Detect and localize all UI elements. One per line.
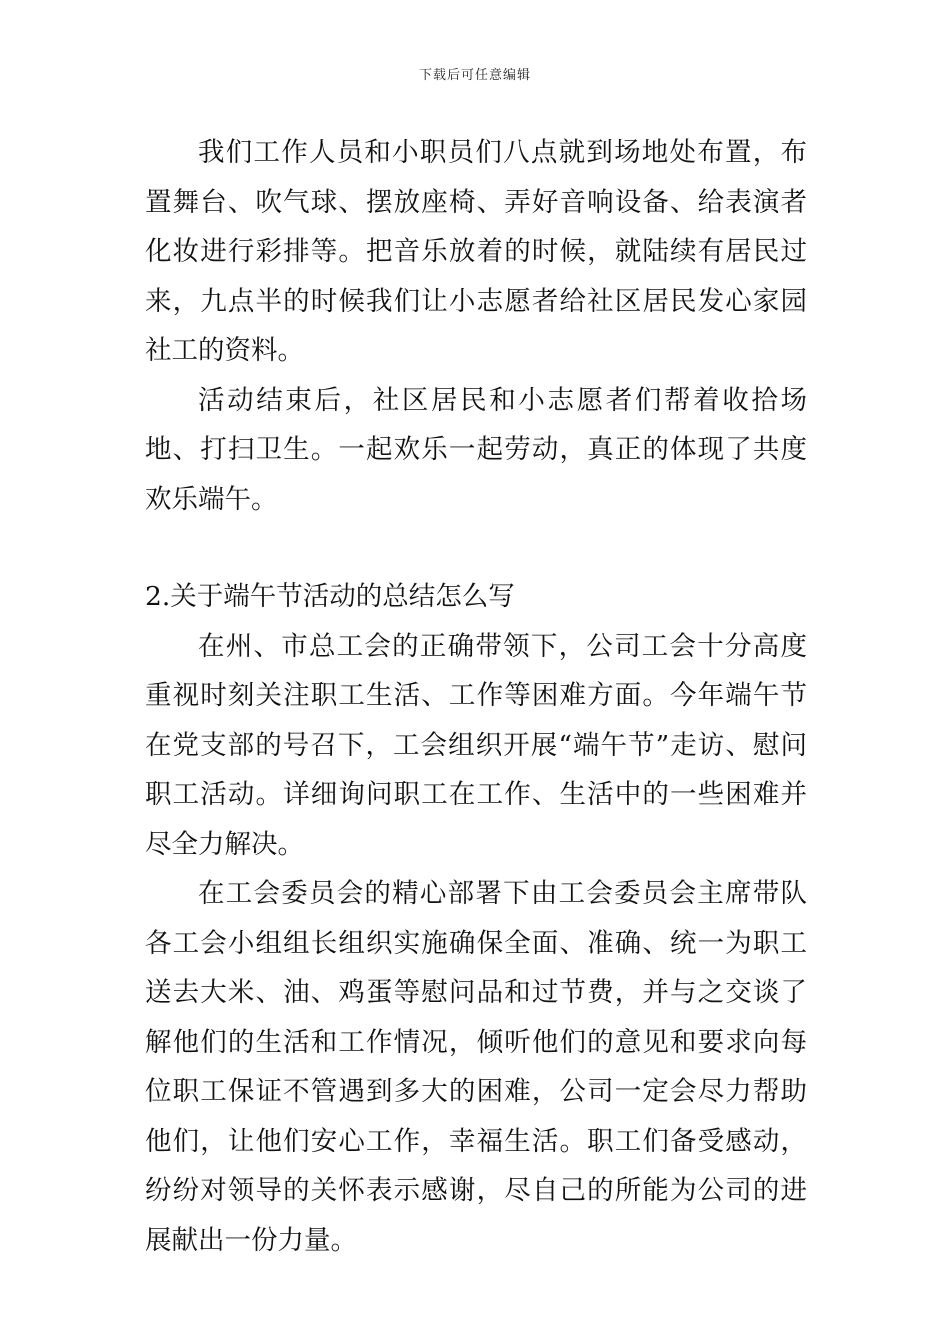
- page-header: 下载后可任意编辑: [418, 68, 531, 83]
- section-spacer: [145, 524, 807, 572]
- paragraph: 在工会委员会的精心部署下由工会委员会主席带队各工会小组组长组织实施确保全面、准确、统一为职工送去大米、油、鸡蛋等慰问品和过节费，并与之交谈了解他们的生活和工作情况，倾听他们的意见和要求向每位职工保证不管遇到多大的困难，公司一定会尽力帮助他们，让他们安心工作，幸福生活。职工们备受感动，纷纷对领导的关怀表示感谢，尽自己的所能为公司的进展献出一份力量。: [145, 878, 807, 1256]
- document-body: [145, 128, 807, 1265]
- paragraph: 活动结束后，社区居民和小志愿者们帮着收拾场地、打扫卫生。一起欢乐一起劳动，真正的体现了共度欢乐端午。: [145, 384, 807, 515]
- section-heading: 2.关于端午节活动的总结怎么写: [145, 581, 515, 612]
- paragraph: 在州、市总工会的正确带领下，公司工会十分高度重视时刻关注职工生活、工作等困难方面。今年端午节在党支部的号召下，工会组织开展“端午节”走访、慰问职工活动。详细询问职工在工作、生活中的一些困难并尽全力解决。: [145, 630, 807, 860]
- paragraph: 我们工作人员和小职员们八点就到场地处布置，布置舞台、吹气球、摆放座椅、弄好音响设备、给表演者化妆进行彩排等。把音乐放着的时候，就陆续有居民过来，九点半的时候我们让小志愿者给社区居民发心家园社工的资料。: [145, 137, 807, 366]
